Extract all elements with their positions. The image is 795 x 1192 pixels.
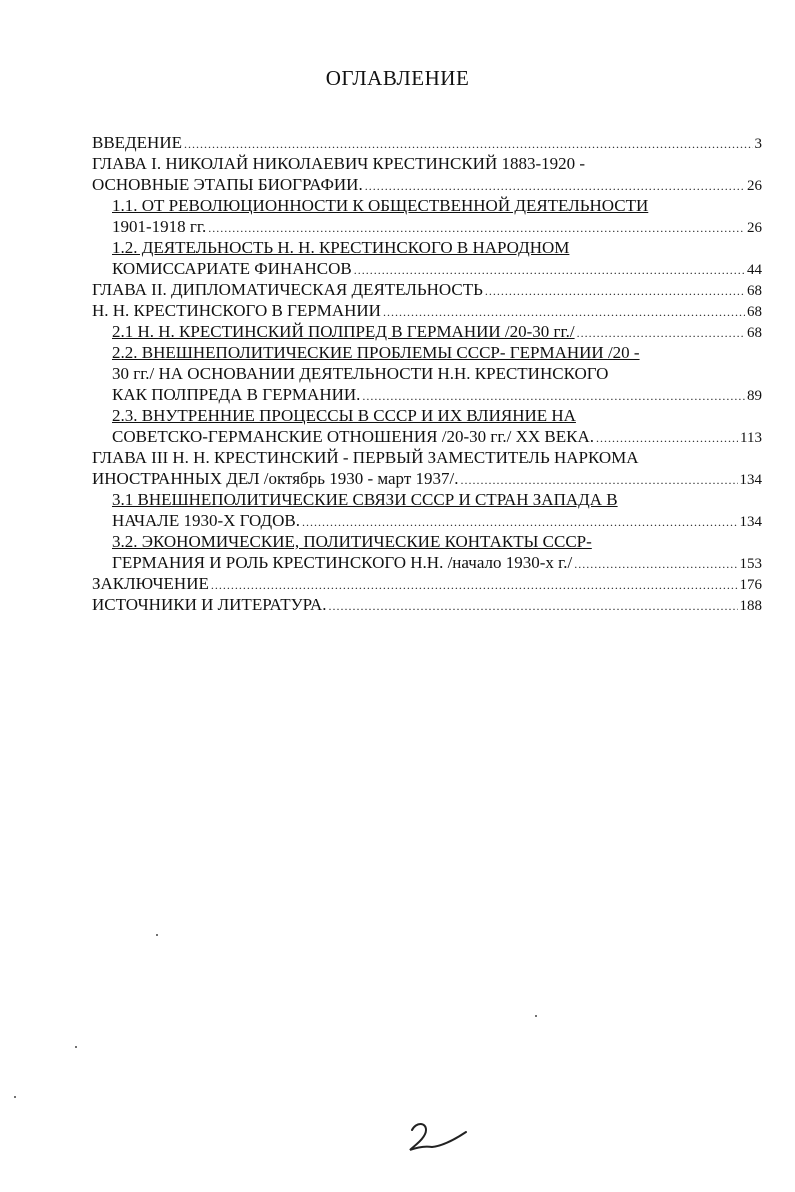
toc-entry-text: 1.2. ДЕЯТЕЛЬНОСТЬ Н. Н. КРЕСТИНСКОГО В НАРОДНОМ	[112, 238, 570, 257]
toc-page-number: 176	[739, 577, 762, 593]
toc-entry	[92, 447, 762, 489]
toc-entry-text: 2.3. ВНУТРЕННИЕ ПРОЦЕССЫ В СССР И ИХ ВЛИЯНИЕ НА	[112, 406, 576, 425]
scan-speck	[535, 1015, 537, 1017]
toc-entry-text: ОСНОВНЫЕ ЭТАПЫ БИОГРАФИИ.	[92, 175, 363, 194]
toc-entry-text: ГЛАВА II. ДИПЛОМАТИЧЕСКАЯ ДЕЯТЕЛЬНОСТЬ	[92, 280, 483, 299]
toc-entry-text: 30 гг./ НА ОСНОВАНИИ ДЕЯТЕЛЬНОСТИ Н.Н. КРЕСТИНСКОГО	[112, 364, 609, 383]
handwritten-signature	[402, 1116, 472, 1156]
toc-entry	[92, 573, 762, 594]
toc-entry	[92, 489, 762, 531]
dot-leader	[184, 134, 753, 155]
toc-entry-text: ГЛАВА I. НИКОЛАЙ НИКОЛАЕВИЧ КРЕСТИНСКИЙ 1883-1920 -	[92, 154, 586, 173]
dot-leader	[460, 470, 737, 491]
toc-entry-text: Н. Н. КРЕСТИНСКОГО В ГЕРМАНИИ	[92, 301, 381, 320]
toc-entry	[92, 405, 762, 447]
toc-page-number: 68	[747, 325, 762, 341]
dot-leader	[208, 218, 745, 239]
toc-page-number: 153	[739, 556, 762, 572]
toc-page-number: 134	[739, 514, 762, 530]
page-title: ОГЛАВЛЕНИЕ	[325, 66, 470, 90]
dot-leader	[365, 176, 745, 197]
dot-leader	[596, 428, 738, 449]
toc-page-number: 89	[747, 388, 762, 404]
toc-entry-text: ИСТОЧНИКИ И ЛИТЕРАТУРА.	[92, 595, 327, 614]
toc-page-number: 26	[747, 220, 762, 236]
scan-speck	[14, 1096, 16, 1098]
toc-entry-text: СОВЕТСКО-ГЕРМАНСКИЕ ОТНОШЕНИЯ /20-30 гг./ XX ВЕКА.	[112, 427, 595, 446]
toc-page-number: 188	[739, 598, 762, 614]
toc-entry-text: ГЕРМАНИЯ И РОЛЬ КРЕСТИНСКОГО Н.Н. /начало 1930-х г./	[112, 553, 573, 572]
dot-leader	[362, 386, 745, 407]
toc-entry-text: 2.2. ВНЕШНЕПОЛИТИЧЕСКИЕ ПРОБЛЕМЫ СССР- ГЕРМАНИИ /20 -	[112, 343, 640, 362]
toc-entry-text: 2.1 Н. Н. КРЕСТИНСКИЙ ПОЛПРЕД В ГЕРМАНИИ /20-30 гг./	[112, 322, 575, 341]
toc-entry	[92, 300, 762, 321]
toc-entry	[92, 342, 762, 405]
toc-entry	[92, 279, 762, 300]
toc-entry	[92, 153, 762, 195]
dot-leader	[329, 596, 738, 617]
dot-leader	[577, 323, 745, 344]
dot-leader	[574, 554, 737, 575]
toc-entry-text: КОМИССАРИАТЕ ФИНАНСОВ	[112, 259, 352, 278]
toc-entry-text: КАК ПОЛПРЕДА В ГЕРМАНИИ.	[112, 385, 361, 404]
scan-speck	[156, 934, 158, 936]
toc-entry-text: 3.2. ЭКОНОМИЧЕСКИЕ, ПОЛИТИЧЕСКИЕ КОНТАКТЫ СССР-	[112, 532, 592, 551]
toc-page-number: 44	[747, 262, 762, 278]
toc-page-number: 113	[740, 430, 762, 446]
toc-entry-text: 1.1. ОТ РЕВОЛЮЦИОННОСТИ К ОБЩЕСТВЕННОЙ ДЕЯТЕЛЬНОСТИ	[112, 196, 649, 215]
table-of-contents	[92, 132, 762, 615]
toc-entry-text: ЗАКЛЮЧЕНИЕ	[92, 574, 209, 593]
toc-page-number: 3	[754, 136, 762, 152]
dot-leader	[354, 260, 745, 281]
dot-leader	[211, 575, 738, 596]
toc-entry	[92, 132, 762, 153]
toc-entry-text: 3.1 ВНЕШНЕПОЛИТИЧЕСКИЕ СВЯЗИ СССР И СТРАН ЗАПАДА В	[112, 490, 618, 509]
toc-entry	[92, 531, 762, 573]
toc-entry-text: НАЧАЛЕ 1930-Х ГОДОВ.	[112, 511, 300, 530]
toc-page-number: 68	[747, 304, 762, 320]
toc-entry-text: ИНОСТРАННЫХ ДЕЛ /октябрь 1930 - март 1937/.	[92, 469, 459, 488]
scan-speck	[75, 1046, 77, 1048]
toc-entry	[92, 594, 762, 615]
toc-entry-text: 1901-1918 гг.	[112, 217, 207, 236]
dot-leader	[383, 302, 745, 323]
toc-entry	[92, 195, 762, 237]
dot-leader	[485, 281, 745, 302]
toc-entry	[92, 321, 762, 342]
toc-page-number: 26	[747, 178, 762, 194]
toc-entry	[92, 237, 762, 279]
toc-entry-text: ГЛАВА III Н. Н. КРЕСТИНСКИЙ - ПЕРВЫЙ ЗАМЕСТИТЕЛЬ НАРКОМА	[92, 448, 639, 467]
toc-page-number: 68	[747, 283, 762, 299]
dot-leader	[302, 512, 738, 533]
toc-entry-text: ВВЕДЕНИЕ	[92, 133, 182, 152]
toc-page-number: 134	[739, 472, 762, 488]
